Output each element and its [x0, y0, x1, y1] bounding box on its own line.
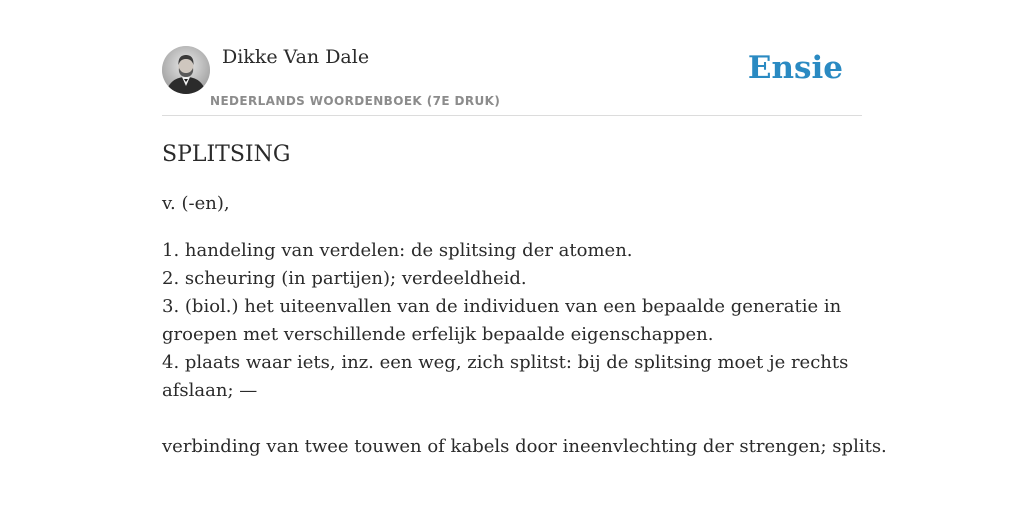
ensie-logo[interactable]: Ensie: [747, 50, 843, 86]
author-avatar[interactable]: [162, 46, 210, 94]
grammar-info: v. (-en),: [162, 193, 230, 214]
author-name[interactable]: Dikke Van Dale: [222, 46, 370, 68]
entry-header: [162, 38, 862, 116]
definitions-list: [162, 237, 862, 405]
definition-item: 1. handeling van verdelen: de splitsing der atomen.: [162, 240, 633, 261]
definition-item: 2. scheuring (in partijen); verdeeldheid.: [162, 268, 527, 289]
entry-card: [162, 38, 887, 461]
definition-item: 4. plaats waar iets, inz. een weg, zich splitst: bij de splitsing moet je rechts afslaan; —: [162, 352, 849, 401]
additional-definition: verbinding van twee touwen of kabels door ineenvlechting der strengen; splits.: [162, 436, 887, 457]
definition-item: 3. (biol.) het uiteenvallen van de individuen van een bepaalde generatie in groepen met verschillende erfelijk bepaalde eigenschappen.: [162, 296, 842, 345]
source-label: NEDERLANDS WOORDENBOEK (7E DRUK): [210, 94, 501, 108]
portrait-icon: [162, 46, 210, 94]
entry-term: SPLITSING: [162, 142, 291, 167]
